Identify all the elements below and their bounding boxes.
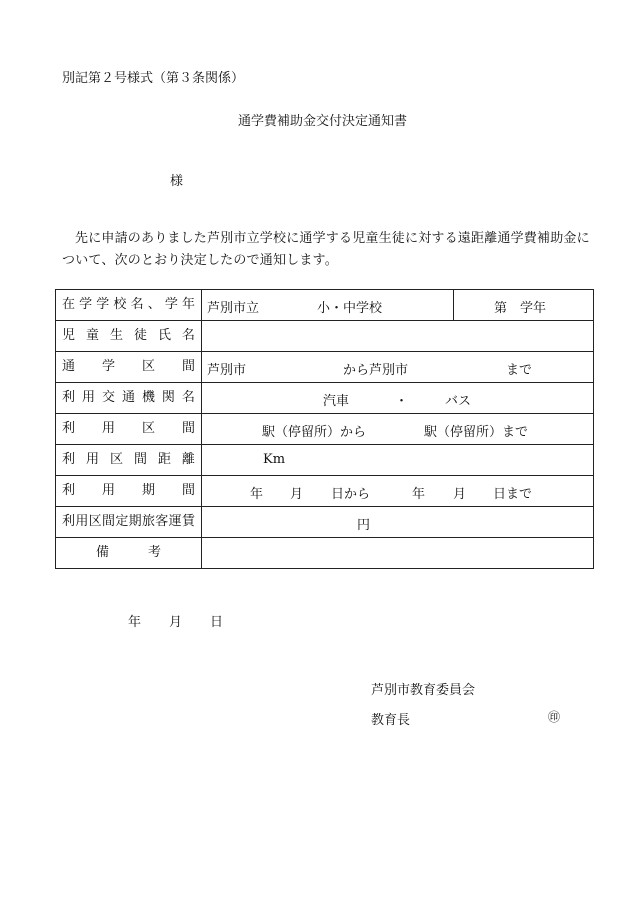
table-row xyxy=(56,445,594,476)
student-name-cell[interactable] xyxy=(202,321,594,352)
row-label-school xyxy=(56,290,202,321)
label-char: 氏 xyxy=(157,328,171,343)
label-char: 利 xyxy=(62,483,76,498)
label-char: 交 xyxy=(101,390,115,405)
addressee-honorific: 様 xyxy=(170,174,184,189)
period-month-to: 月 xyxy=(453,487,467,502)
label-char: 用 xyxy=(101,483,115,498)
row-label-transport xyxy=(56,383,202,414)
label-char: 学 xyxy=(101,359,115,374)
row-label-commute-section xyxy=(56,352,202,383)
label-char: 賃 xyxy=(181,514,195,529)
transport-bus: バス xyxy=(445,394,472,409)
label-char: 校 xyxy=(113,297,127,312)
label-char: 生 xyxy=(109,328,123,343)
label-text xyxy=(56,476,201,506)
label-text xyxy=(56,383,201,413)
label-char: 学 xyxy=(96,297,110,312)
usage-section-cell[interactable] xyxy=(202,414,594,445)
distance-cell[interactable] xyxy=(202,445,594,476)
issuer-organization: 芦別市教育委員会 xyxy=(371,683,476,698)
label-text xyxy=(56,414,201,444)
period-cell[interactable] xyxy=(202,476,594,507)
grade-cell[interactable] xyxy=(454,290,594,321)
label-text xyxy=(56,538,201,568)
label-char: 学 xyxy=(164,297,178,312)
label-char: 運 xyxy=(168,514,182,529)
distance-unit: Km xyxy=(263,452,286,467)
label-char: 関 xyxy=(161,390,175,405)
period-day-to: 日まで xyxy=(493,487,533,502)
label-char: 、 xyxy=(147,297,161,312)
commute-mid: から芦別市 xyxy=(343,363,409,378)
commute-from: 芦別市 xyxy=(207,363,247,378)
label-char: 利 xyxy=(62,390,76,405)
usage-to: 駅（停留所）まで xyxy=(424,425,529,440)
table-row xyxy=(56,352,594,383)
label-char: 在 xyxy=(62,297,76,312)
label-char: 名 xyxy=(130,297,144,312)
label-char: 客 xyxy=(155,514,169,529)
label-char: 期 xyxy=(128,514,142,529)
label-char: 期 xyxy=(141,483,155,498)
fare-cell[interactable] xyxy=(202,507,594,538)
label-char: 間 xyxy=(101,514,115,529)
label-char: 用 xyxy=(81,390,95,405)
intro-paragraph: 先に申請のありました芦別市立学校に通学する児童生徒に対する遠距離通学費補助金について、次のとおり決定したので通知します。 xyxy=(62,231,590,268)
label-text xyxy=(56,321,201,351)
date-year: 年 xyxy=(128,615,142,630)
table-row xyxy=(56,290,594,321)
document-title: 通学費補助金交付決定通知書 xyxy=(238,114,408,129)
label-char: 学 xyxy=(79,297,93,312)
label-char: 徒 xyxy=(133,328,147,343)
notification-table xyxy=(55,289,594,569)
label-char: 区 xyxy=(88,514,102,529)
label-char: 利 xyxy=(62,421,76,436)
row-label-usage-section xyxy=(56,414,202,445)
table-row xyxy=(56,476,594,507)
label-char: 通 xyxy=(62,359,76,374)
label-char: 旅 xyxy=(141,514,155,529)
label-text xyxy=(56,445,201,475)
table-row xyxy=(56,383,594,414)
date-month: 月 xyxy=(169,615,183,630)
label-char: 通 xyxy=(121,390,135,405)
label-char: 名 xyxy=(181,328,195,343)
form-number-label: 別記第２号様式（第３条関係） xyxy=(62,71,245,86)
date-day: 日 xyxy=(210,615,224,630)
label-char: 名 xyxy=(181,390,195,405)
label-char: 利 xyxy=(62,452,76,467)
table-row xyxy=(56,538,594,569)
fare-unit: 円 xyxy=(357,518,371,533)
period-month-from: 月 xyxy=(290,487,304,502)
label-char: 間 xyxy=(181,421,195,436)
label-char: 定 xyxy=(115,514,129,529)
table-row xyxy=(56,414,594,445)
transport-separator: ・ xyxy=(395,394,409,409)
label-char: 間 xyxy=(133,452,147,467)
label-char: 童 xyxy=(85,328,99,343)
period-year-to: 年 xyxy=(412,487,426,502)
label-text xyxy=(56,507,201,537)
usage-from: 駅（停留所）から xyxy=(262,425,367,440)
seal-mark: ㊞ xyxy=(548,710,561,724)
label-char: 備 xyxy=(96,545,110,560)
transport-train: 汽車 xyxy=(323,394,350,409)
table-row xyxy=(56,507,594,538)
row-label-student-name xyxy=(56,321,202,352)
table-row xyxy=(56,321,594,352)
issuer-title: 教育長 xyxy=(371,713,411,728)
label-char: 区 xyxy=(109,452,123,467)
row-label-fare xyxy=(56,507,202,538)
label-char: 区 xyxy=(141,421,155,436)
label-char: 機 xyxy=(141,390,155,405)
period-year-from: 年 xyxy=(250,487,264,502)
transport-cell[interactable] xyxy=(202,383,594,414)
label-char: 利 xyxy=(62,514,76,529)
period-day-from: 日から xyxy=(331,487,371,502)
label-char: 用 xyxy=(101,421,115,436)
label-char: 児 xyxy=(62,328,76,343)
label-char: 間 xyxy=(181,483,195,498)
label-char: 離 xyxy=(181,452,195,467)
row-label-distance xyxy=(56,445,202,476)
row-label-remarks xyxy=(56,538,202,569)
label-char: 間 xyxy=(181,359,195,374)
row-label-period xyxy=(56,476,202,507)
label-char: 用 xyxy=(85,452,99,467)
school-name-cell[interactable] xyxy=(202,290,454,321)
label-char: 考 xyxy=(147,545,161,560)
commute-end: まで xyxy=(506,363,533,378)
school-prefix: 芦別市立 xyxy=(207,301,260,316)
school-type: 小・中学校 xyxy=(317,301,383,316)
remarks-cell[interactable] xyxy=(202,538,594,569)
label-char: 用 xyxy=(75,514,89,529)
grade-text: 第 学年 xyxy=(494,301,547,316)
label-char: 区 xyxy=(141,359,155,374)
label-char: 年 xyxy=(181,297,195,312)
label-text xyxy=(56,290,201,320)
commute-section-cell[interactable] xyxy=(202,352,594,383)
label-text xyxy=(56,352,201,382)
label-char: 距 xyxy=(157,452,171,467)
